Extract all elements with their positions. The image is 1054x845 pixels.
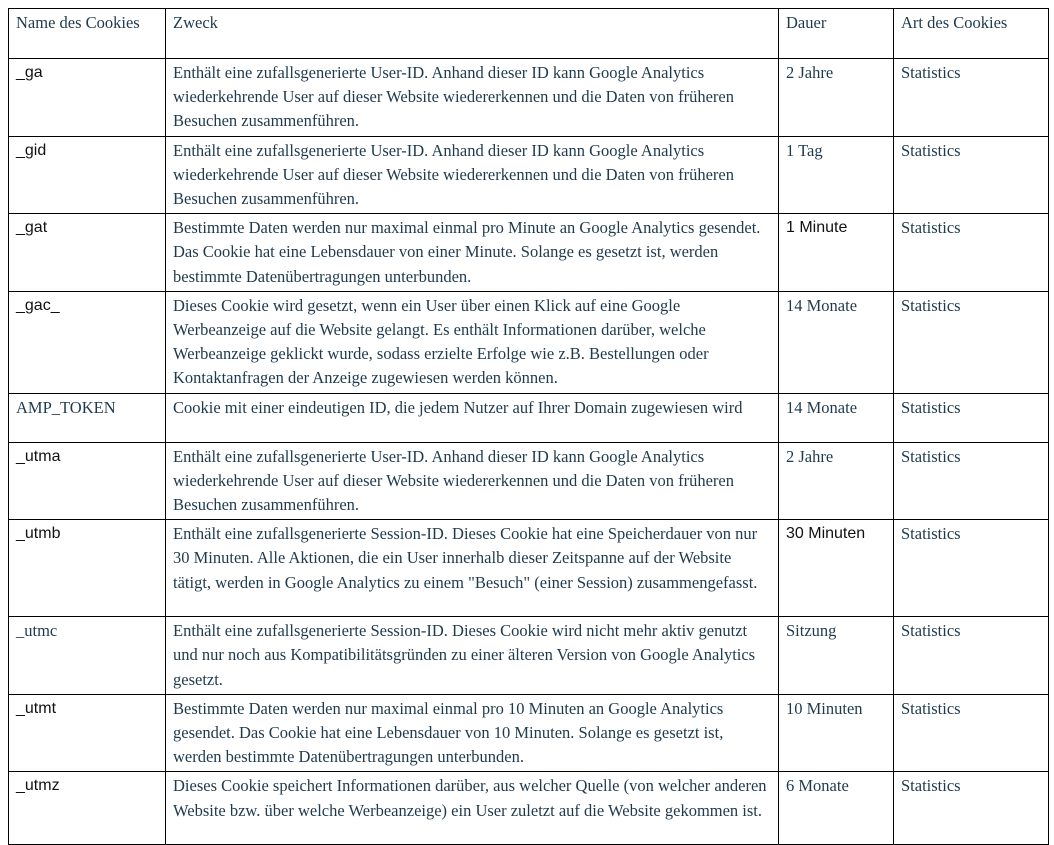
cookie-name: _utmz bbox=[9, 772, 166, 845]
table-row bbox=[9, 694, 1049, 772]
header-duration: Dauer bbox=[779, 9, 894, 59]
cookie-type: Statistics bbox=[894, 136, 1049, 214]
cookie-duration: 14 Monate bbox=[779, 291, 894, 393]
cookies-table bbox=[8, 8, 1049, 845]
cookie-duration: 1 Minute bbox=[779, 214, 894, 292]
cookie-type: Statistics bbox=[894, 617, 1049, 695]
cookie-purpose: Dieses Cookie wird gesetzt, wenn ein User über einen Klick auf eine Google Werbeanzeige auf die Website gelangt. Es enthält Informationen darüber, welche Werbeanzeige geklickt wurde, sodass erzielte Erfolge wie z.B. Bestellungen oder Kontaktanfragen der Anzeige zugewiesen werden können. bbox=[166, 291, 779, 393]
cookie-purpose: Bestimmte Daten werden nur maximal einmal pro 10 Minuten an Google Analytics gesendet. Das Cookie hat eine Lebensdauer von 10 Minuten. Solange es gesetzt ist, werden bestimmte Datenübertragungen unterbunden. bbox=[166, 694, 779, 772]
cookie-name: _ga bbox=[9, 59, 166, 137]
table-row bbox=[9, 393, 1049, 442]
cookie-duration: 10 Minuten bbox=[779, 694, 894, 772]
cookie-duration: 2 Jahre bbox=[779, 442, 894, 520]
cookie-purpose: Enthält eine zufallsgenerierte User-ID. Anhand dieser ID kann Google Analytics wiederkehrende User auf dieser Website wiedererkennen und die Daten von früheren Besuchen zusammenführen. bbox=[166, 136, 779, 214]
cookie-duration: 6 Monate bbox=[779, 772, 894, 845]
cookie-purpose: Dieses Cookie speichert Informationen darüber, aus welcher Quelle (von welcher anderen Website bzw. über welche Werbeanzeige) ein User zuletzt auf die Website gekommen ist. bbox=[166, 772, 779, 845]
cookie-name: _gid bbox=[9, 136, 166, 214]
cookie-type: Statistics bbox=[894, 214, 1049, 292]
table-row bbox=[9, 136, 1049, 214]
cookie-duration: 1 Tag bbox=[779, 136, 894, 214]
header-type: Art des Cookies bbox=[894, 9, 1049, 59]
cookie-name: _utma bbox=[9, 442, 166, 520]
cookie-purpose: Cookie mit einer eindeutigen ID, die jedem Nutzer auf Ihrer Domain zugewiesen wird bbox=[166, 393, 779, 442]
cookie-duration: Sitzung bbox=[779, 617, 894, 695]
header-row bbox=[9, 9, 1049, 59]
header-name: Name des Cookies bbox=[9, 9, 166, 59]
table-row bbox=[9, 291, 1049, 393]
cookie-purpose: Bestimmte Daten werden nur maximal einmal pro Minute an Google Analytics gesendet. Das Cookie hat eine Lebensdauer von einer Minute. Solange es gesetzt ist, werden bestimmte Datenübertragungen unterbunden. bbox=[166, 214, 779, 292]
cookie-type: Statistics bbox=[894, 520, 1049, 617]
cookie-type: Statistics bbox=[894, 59, 1049, 137]
cookie-purpose: Enthält eine zufallsgenerierte User-ID. Anhand dieser ID kann Google Analytics wiederkehrende User auf dieser Website wiedererkennen und die Daten von früheren Besuchen zusammenführen. bbox=[166, 442, 779, 520]
table-row bbox=[9, 772, 1049, 845]
cookie-name: _gac_ bbox=[9, 291, 166, 393]
table-row bbox=[9, 617, 1049, 695]
cookie-purpose: Enthält eine zufallsgenerierte User-ID. Anhand dieser ID kann Google Analytics wiederkehrende User auf dieser Website wiedererkennen und die Daten von früheren Besuchen zusammenführen. bbox=[166, 59, 779, 137]
cookie-purpose: Enthält eine zufallsgenerierte Session-ID. Dieses Cookie hat eine Speicherdauer von nur 30 Minuten. Alle Aktionen, die ein User innerhalb dieser Zeitspanne auf der Website tätigt, werden in Google Analytics zu einem "Besuch" (einer Session) zusammengefasst. bbox=[166, 520, 779, 617]
cookie-name: _utmc bbox=[9, 617, 166, 695]
cookie-name: _gat bbox=[9, 214, 166, 292]
cookie-name: _utmt bbox=[9, 694, 166, 772]
cookie-type: Statistics bbox=[894, 694, 1049, 772]
table-row bbox=[9, 442, 1049, 520]
cookie-type: Statistics bbox=[894, 291, 1049, 393]
header-purpose: Zweck bbox=[166, 9, 779, 59]
cookie-purpose: Enthält eine zufallsgenerierte Session-ID. Dieses Cookie wird nicht mehr aktiv genutzt und nur noch aus Kompatibilitätsgründen zu einer älteren Version von Google Analytics gesetzt. bbox=[166, 617, 779, 695]
cookie-type: Statistics bbox=[894, 393, 1049, 442]
table-row bbox=[9, 520, 1049, 617]
cookie-name: _utmb bbox=[9, 520, 166, 617]
table-row bbox=[9, 59, 1049, 137]
cookie-duration: 30 Minuten bbox=[779, 520, 894, 617]
cookie-name: AMP_TOKEN bbox=[9, 393, 166, 442]
cookie-type: Statistics bbox=[894, 442, 1049, 520]
table-row bbox=[9, 214, 1049, 292]
cookie-duration: 14 Monate bbox=[779, 393, 894, 442]
cookie-duration: 2 Jahre bbox=[779, 59, 894, 137]
cookie-type: Statistics bbox=[894, 772, 1049, 845]
